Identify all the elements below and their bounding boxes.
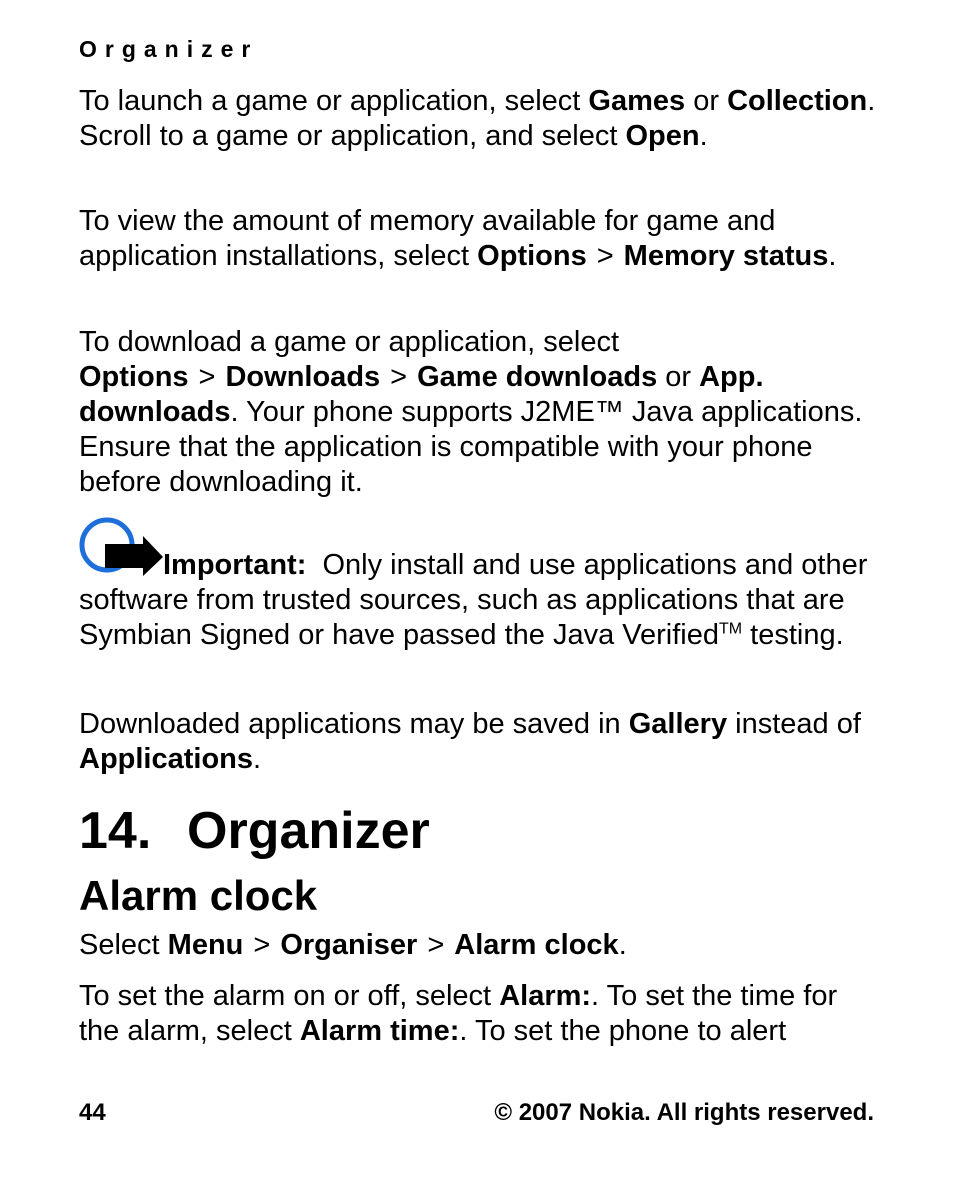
term-app-downloads: App. downloads xyxy=(79,361,764,428)
term-downloads: Downloads xyxy=(225,361,381,393)
page-number: 44 xyxy=(79,1099,106,1126)
term-open: Open xyxy=(625,120,700,152)
paragraph-launch-game: To launch a game or application, select Games or Collection. Scroll to a game or application, and select Open. xyxy=(79,85,876,152)
term-menu: Menu xyxy=(167,929,244,961)
term-alarm-clock: Alarm clock xyxy=(454,929,619,961)
important-label: Important: xyxy=(163,549,307,581)
term-alarm: Alarm: xyxy=(499,980,592,1012)
paragraph-download: To download a game or application, select Options > Downloads > Game downloads or App. downloads. Your phone supports J2ME™ Java applications. Ensure that the application is compatible with your phone before downloading it. xyxy=(79,326,863,498)
important-note xyxy=(79,516,879,651)
important-note-text: Important: Only install and use applications and other software from trusted sources, such as applications that are Symbian Signed or have passed the Java Verified™ testing. xyxy=(79,549,868,651)
chapter-title: Organizer xyxy=(187,802,430,860)
term-game-downloads: Game downloads xyxy=(417,361,658,393)
section-heading: Alarm clock xyxy=(79,872,318,919)
page-footer xyxy=(79,1099,874,1127)
chapter-number: 14. xyxy=(79,802,152,860)
term-organiser: Organiser xyxy=(280,929,418,961)
term-alarm-time: Alarm time: xyxy=(299,1015,460,1047)
paragraph-memory: To view the amount of memory available for game and application installations, select Options > Memory status. xyxy=(79,205,837,272)
term-collection: Collection xyxy=(727,85,868,117)
running-header: Organizer xyxy=(79,36,259,62)
chapter-heading xyxy=(79,799,430,863)
paragraph-gallery: Downloaded applications may be saved in Gallery instead of Applications. xyxy=(79,708,861,775)
term-options: Options xyxy=(79,361,189,393)
term-applications: Applications xyxy=(79,743,254,775)
copyright-notice: © 2007 Nokia. All rights reserved. xyxy=(494,1099,874,1126)
term-options: Options xyxy=(477,240,587,272)
paragraph-alarm-settings: To set the alarm on or off, select Alarm:. To set the time for the alarm, select Alarm time:. To set the phone to alert xyxy=(79,980,838,1047)
paragraph-select-menu: Select Menu > Organiser > Alarm clock. xyxy=(79,929,627,961)
term-memory-status: Memory status xyxy=(623,240,829,272)
term-gallery: Gallery xyxy=(628,708,728,740)
term-games: Games xyxy=(588,85,686,117)
